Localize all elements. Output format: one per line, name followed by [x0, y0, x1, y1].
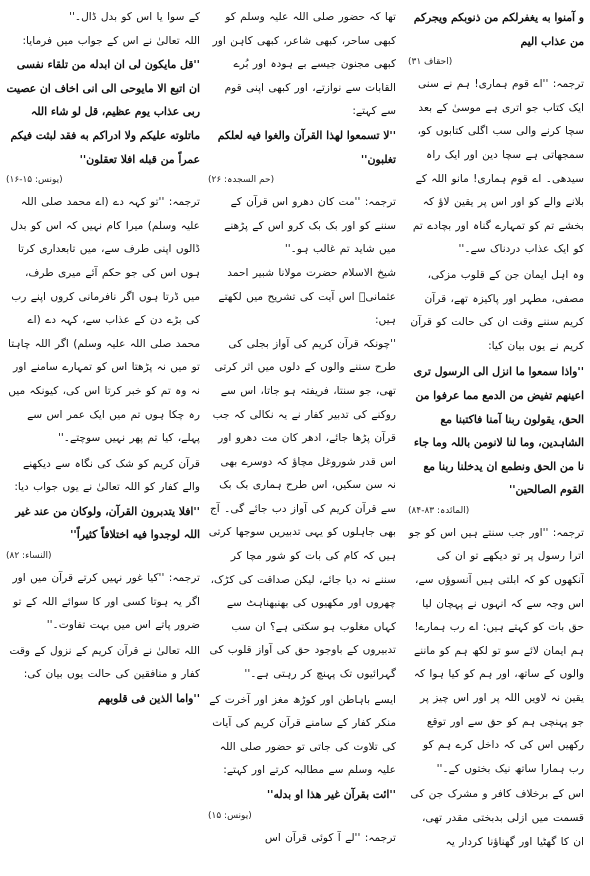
translation-paragraph: ترجمہ: ''اور جب سنتے ہیں اس کو جو اترا رسول پر تو دیکھے تو ان کی آنکھوں کو کہ ابلتی ہیں آنسوؤں سے، اس وجہ سے کہ انہوں نے پہچان لیا حق بات کو کہتے ہیں: اے رب ہمارے! ہم ایمان لائے سو تو لکھ ہم کو ماننے والوں کے ساتھ، اور ہم کو کیا ہوا کہ یقین نہ لاویں اللہ پر اور اس چیز پر جو پہنچی ہم کو حق سے اور توقع رکھیں اس کی کہ داخل کرے ہم کو رب ہمارا ساتھ نیک بختوں کے۔'': [408, 526, 584, 775]
quran-verse-ahqaf: و آمنوا به یغفرلکم من ذنوبکم ویجرکم من عذاب الیم: [413, 11, 584, 48]
column-left: [6, 6, 200, 870]
translation-continuation: کے سوا یا اس کو بدل ڈال۔'': [69, 11, 200, 23]
commentary-quote: ''چونکہ قرآن کریم کی آواز بجلی کی طرح سننے والوں کے دلوں میں اثر کرتی تھی، جو سنتا، فریفتہ ہو جاتا، اس سے روکنے کی تدبیر کفار نے یہ نکالی کہ جب قرآن پڑھا جائے، ادھر کان مت دھرو اور اس قدر شوروغل مچاؤ کہ دوسرے بھی نہ سن سکیں، اس طرح ہماری بک بک سے قرآن کریم کی آواز دب جائے گی۔ آج بھی جاہلوں کو یہی تدبیریں سوجھا کرتی ہیں کہ کام کی بات کو شور مچا کر سننے نہ دیا جائے، لیکن صداقت کی کڑک، چھروں اور مکھیوں کی بھنبھناہٹ سے کہاں مغلوب ہو سکتی ہے؟ ان سب تدبیروں کے باوجود حق کی آواز قلوب کی گہرائیوں تک پہنچ کر رہتی ہے۔'': [208, 337, 396, 681]
translation-paragraph: ترجمہ: ''مت کان دھرو اس قرآن کے سننے کو اور بک بک کرو اس کے پڑھنے میں شاید تم غالب ہو۔'': [224, 196, 396, 256]
body-paragraph: اللہ تعالیٰ نے قرآن کریم کے نزول کے وقت کفار و منافقین کی حالت یوں بیان کی:: [9, 644, 200, 681]
body-paragraph: وہ اہل ایمان جن کے قلوب مزکی، مصفی، مطہر اور پاکیزہ تھے، قرآن کریم سننے وقت ان کی حالت کو قرآن کریم نے یوں بیان کیا:: [410, 268, 584, 352]
quran-verse-fragment: ''واما الذین فی قلوبھم: [98, 692, 200, 706]
column-middle: [208, 6, 396, 870]
body-paragraph: قرآن کریم کو شک کی نگاہ سے دیکھنے والے کفار کو اللہ تعالیٰ نے یوں جواب دیا:: [14, 457, 200, 494]
column-right: [408, 6, 584, 870]
quran-verse-nisa: ''افلا یتدبرون القرآن، ولوکان من عند غیر اللہ لوجدوا فیه اختلافاً کثیراً'': [15, 504, 200, 542]
verse-reference: (المائدہ: ۸۳-۸۴): [408, 505, 470, 516]
document-page: [6, 6, 584, 870]
quran-verse-yunus-reply: ''قل مایکون لی ان ابدله من تلقاء نفسی ان اتبع الا مایوحی الی انی اخاف ان عصیت ربی عذاب یوم عظیم، قل لو شاء اللہ ماتلوته علیکم ولا ادراکم به فقد لبثت فیکم عمراً من قبله افلا تعقلون'': [6, 58, 200, 166]
verse-reference: (النساء: ۸۲): [6, 551, 52, 562]
verse-reference: (یونس: ۱۵): [208, 810, 252, 821]
translation-paragraph: ترجمہ: ''لے آ کوئی قرآن اس: [264, 831, 396, 844]
translation-paragraph: ترجمہ: ''کیا غور نہیں کرتے قرآن میں اور اگر یہ ہوتا کسی اور کا سوائے اللہ کے تو ضرور پاتے اس میں بہت تفاوت۔'': [12, 572, 200, 632]
verse-reference: (احقاف ۳۱): [408, 57, 453, 68]
body-paragraph: اس کے برخلاف کافر و مشرک جن کی قسمت میں ازلی بدبختی مقدر تھی، ان کا گھٹیا اور گھناؤنا کردار یہ: [410, 788, 584, 848]
translation-paragraph: ترجمہ: ''تو کہہ دے (اے محمد صلی اللہ علیہ وسلم) میرا کام نہیں کہ اس کو بدل ڈالوں اپنی طرف سے، میں تابعداری کرتا ہوں اس کی جو حکم آئے میری طرف، میں ڈرتا ہوں اگر نافرمانی کروں اپنے رب کی بڑے دن کے عذاب سے، کہہ دے (اے محمد صلی اللہ علیہ وسلم) اگر اللہ چاہتا تو میں نہ پڑھتا اس کو تمہارے سامنے اور نہ وہ تم کو خبر کرتا اس کی، کیونکہ میں رہ چکا ہوں تم میں ایک عمر اس سے پہلے، کیا تم پھر نہیں سوچتے۔'': [7, 196, 200, 445]
quran-verse-yunus: ''ائت بقرآن غیر ھذا او بدله'': [266, 788, 396, 801]
verse-reference: (حم السجدہ: ۲۶): [208, 175, 275, 186]
quran-verse-maidah: ''واذا سمعوا ما انزل الی الرسول تری اعینھم تفیض من الدمع مما عرفوا من الحق، یقولون ربنا آمنا فاکتبنا مع الشاہدین، وما لنا لانومن باللہ وما جاء نا من الحق ونطمع ان یدخلنا ربنا مع القوم الصالحین'': [413, 365, 584, 497]
verse-reference: (یونس: ۱۵-۱۶): [6, 175, 63, 186]
quran-verse-fussilat: ''لا تسمعوا لھذا القرآن والغوا فیه لعلکم تغلبون'': [217, 128, 396, 166]
body-paragraph: تھا کہ حضور صلی اللہ علیہ وسلم کو کبھی ساحر، کبھی شاعر، کبھی کاہن اور کبھی مجنون جیسے بے ہودہ اور بُرے القابات سے نوازتے، اور کبھی اپنی قوم سے کہتے:: [212, 11, 396, 118]
body-paragraph: ایسے باہاطن اور کوڑھ مغز اور آخرت کے منکر کفار کے سامنے قرآن کریم کی آیات کی تلاوت کی جاتی تو حضور صلی اللہ علیہ وسلم سے مطالبہ کرتے اور کہتے:: [209, 693, 396, 777]
translation-paragraph: ترجمہ: ''اے قوم ہماری! ہم نے سنی ایک کتاب جو اتری ہے موسیٰ کے بعد سچا کرنے والی سب اگلی کتابوں کو، سمجھاتی ہے سچا دین اور ایک راہ سیدھی۔ اے قوم ہماری! مانو اللہ کے بلانے والے کو اور اس پر یقین لاؤ کہ بخشے تم کو تمہارے گناہ اور بچادے تم کو ایک عذاب دردناک سے۔'': [412, 78, 584, 256]
body-paragraph: شیخ الاسلام حضرت مولانا شبیر احمد عثمانیؒ اس آیت کی تشریح میں لکھتے ہیں:: [218, 266, 396, 327]
body-paragraph: اللہ تعالیٰ نے اس کے جواب میں فرمایا:: [22, 34, 200, 47]
